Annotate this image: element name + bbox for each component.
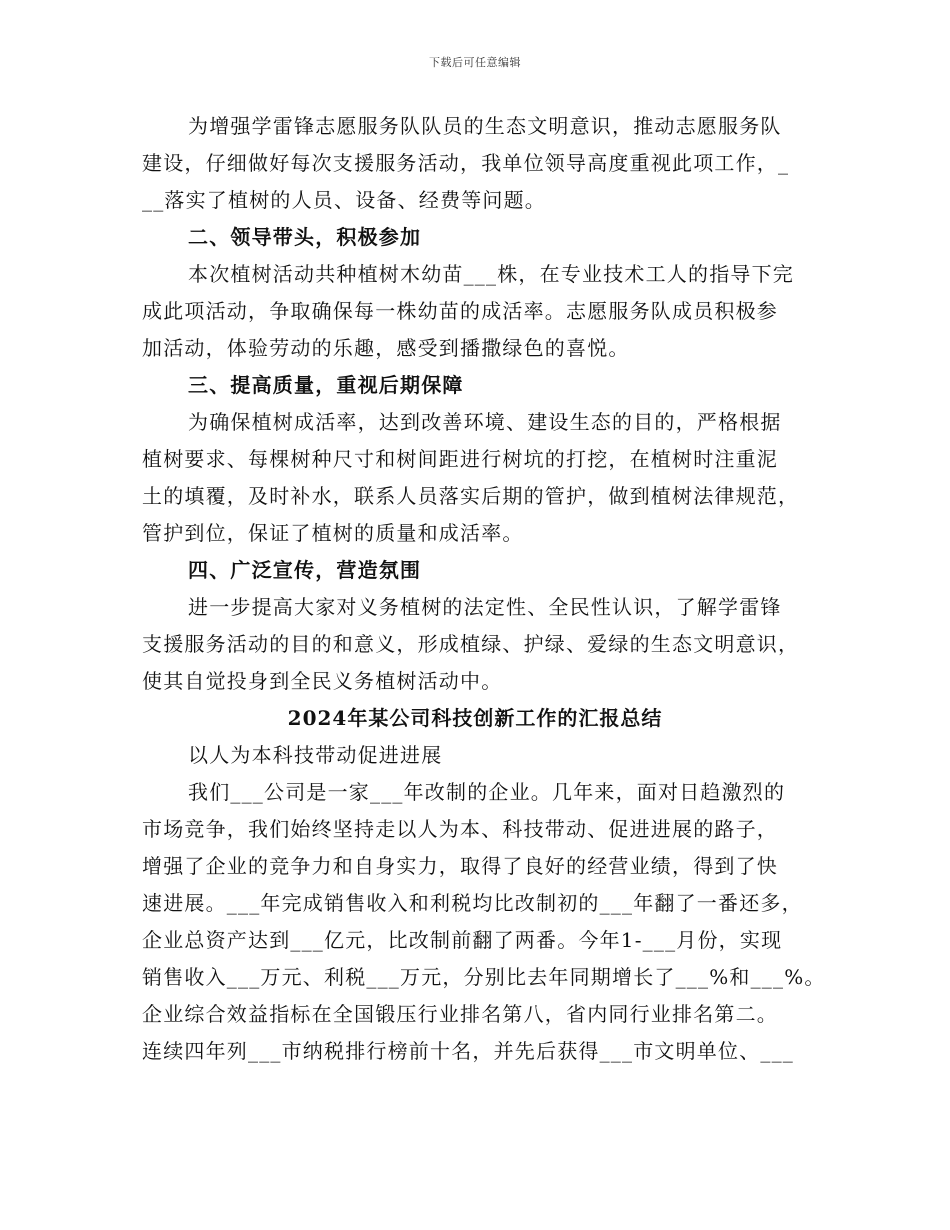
report-line-1: 我们___公司是一家___年改制的企业。几年来，面对日趋激烈的 (188, 780, 786, 804)
report-line-5: 企业总资产达到___亿元，比改制前翻了两番。今年1-___月份，实现 (142, 928, 783, 952)
s3-line-2: 植树要求、每棵树种尺寸和树间距进行树坑的打挖，在植树时注重泥 (142, 447, 778, 471)
s2-line-1: 本次植树活动共种植树木幼苗___株，在专业技术工人的指导下完 (188, 262, 794, 286)
s1-line-2: 建设，仔细做好每次支援服务活动，我单位领导高度重视此项工作，_ (142, 151, 790, 175)
s1-line-3: __落实了植树的人员、设备、经费等问题。 (142, 188, 546, 212)
s2-line-3: 加活动，体验劳动的乐趣，感受到播撒绿色的喜悦。 (142, 336, 630, 360)
report-subtitle: 以人为本科技带动促进进展 (188, 743, 443, 767)
report-line-4: 速进展。___年完成销售收入和利税均比改制初的___年翻了一番还多， (142, 891, 803, 915)
report-line-2: 市场竞争，我们始终坚持走以人为本、科技带动、促进进展的路子， (142, 817, 778, 841)
report-line-8: 连续四年列___市纳税排行榜前十名，并先后获得___市文明单位、___ (142, 1039, 794, 1063)
s4-heading: 四、广泛宣传，营造氛围 (188, 558, 422, 582)
s2-line-2: 成此项活动，争取确保每一株幼苗的成活率。志愿服务队成员积极参 (142, 299, 778, 323)
s4-line-1: 进一步提高大家对义务植树的法定性、全民性认识，了解学雷锋 (188, 595, 782, 619)
s2-heading: 二、领导带头，积极参加 (188, 225, 422, 249)
report-line-7: 企业综合效益指标在全国锻压行业排名第八，省内同行业排名第二。 (142, 1002, 778, 1026)
s3-heading: 三、提高质量，重视后期保障 (188, 373, 464, 397)
s3-line-4: 管护到位，保证了植树的质量和成活率。 (142, 521, 524, 545)
report-line-3: 增强了企业的竞争力和自身实力，取得了良好的经营业绩，得到了快 (142, 854, 778, 878)
s4-line-3: 使其自觉投身到全民义务植树活动中。 (142, 669, 503, 693)
s1-line-1: 为增强学雷锋志愿服务队队员的生态文明意识，推动志愿服务队 (188, 114, 782, 138)
report-line-6: 销售收入___万元、利税___万元，分别比去年同期增长了___%和___%。 (142, 965, 826, 989)
page-header: 下载后可任意编辑 (429, 56, 521, 69)
s4-line-2: 支援服务活动的目的和意义，形成植绿、护绿、爱绿的生态文明意识， (142, 632, 800, 656)
s3-line-3: 土的填覆，及时补水，联系人员落实后期的管护，做到植树法律规范， (142, 484, 800, 508)
s3-line-1: 为确保植树成活率，达到改善环境、建设生态的目的，严格根据 (188, 410, 782, 434)
report-title: 2024年某公司科技创新工作的汇报总结 (287, 706, 663, 730)
